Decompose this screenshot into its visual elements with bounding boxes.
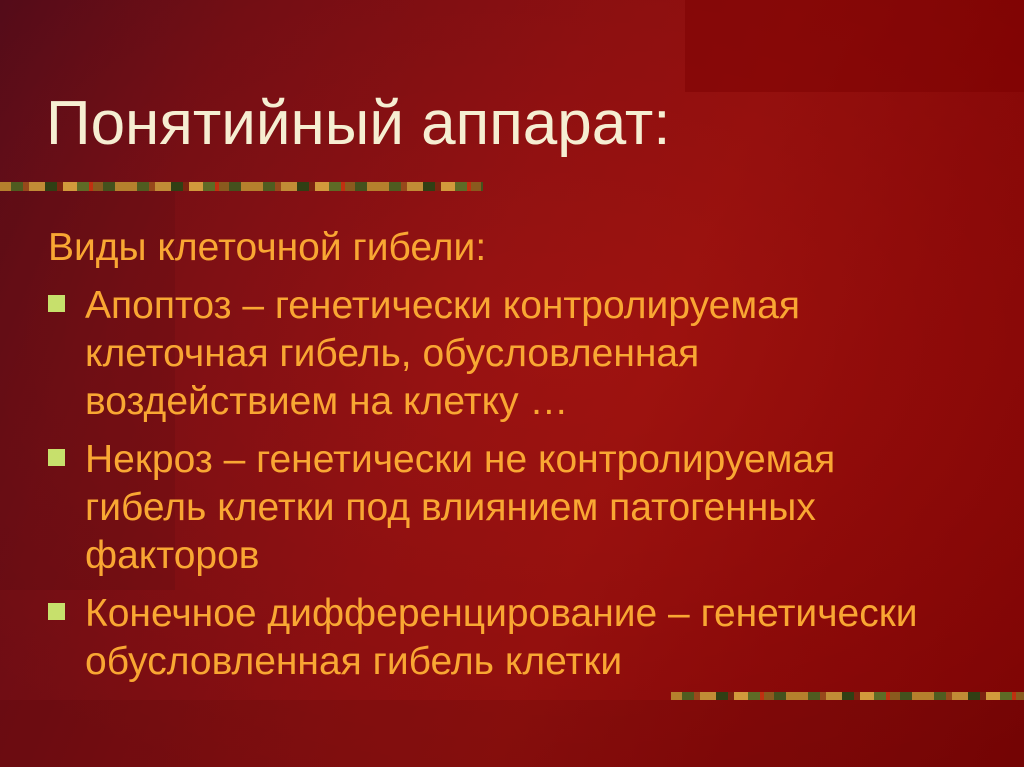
slide-body bbox=[48, 224, 948, 686]
bullet-line: клеточная гибель, обусловленная bbox=[85, 332, 700, 375]
bullet-line: Конечное дифференцирование – генетически bbox=[85, 592, 918, 635]
bullet-line: Апоптоз – генетически контролируемая bbox=[85, 284, 800, 327]
title-divider-bar bbox=[0, 182, 483, 191]
bullet-item-terminal-differentiation bbox=[48, 590, 948, 686]
bullet-item-apoptosis bbox=[48, 282, 948, 426]
bullet-item-necrosis bbox=[48, 436, 948, 580]
bullet-text bbox=[85, 282, 948, 426]
bullet-line: гибель клетки под влиянием патогенных bbox=[85, 486, 816, 529]
slide-title: Понятийный аппарат: bbox=[46, 89, 671, 158]
square-bullet-icon bbox=[48, 603, 65, 620]
footer-divider-bar bbox=[671, 692, 1024, 700]
background-shading-top-right bbox=[685, 0, 1024, 92]
bullet-text bbox=[85, 436, 948, 580]
bullet-text bbox=[85, 590, 948, 686]
background-shading-bottom bbox=[0, 700, 1024, 767]
bullet-line: обусловленная гибель клетки bbox=[85, 640, 623, 683]
bullet-line: воздействием на клетку … bbox=[85, 380, 569, 423]
bullet-line: Некроз – генетически не контролируемая bbox=[85, 438, 836, 481]
body-heading: Виды клеточной гибели: bbox=[48, 226, 487, 269]
square-bullet-icon bbox=[48, 295, 65, 312]
square-bullet-icon bbox=[48, 449, 65, 466]
bullet-line: факторов bbox=[85, 534, 260, 577]
